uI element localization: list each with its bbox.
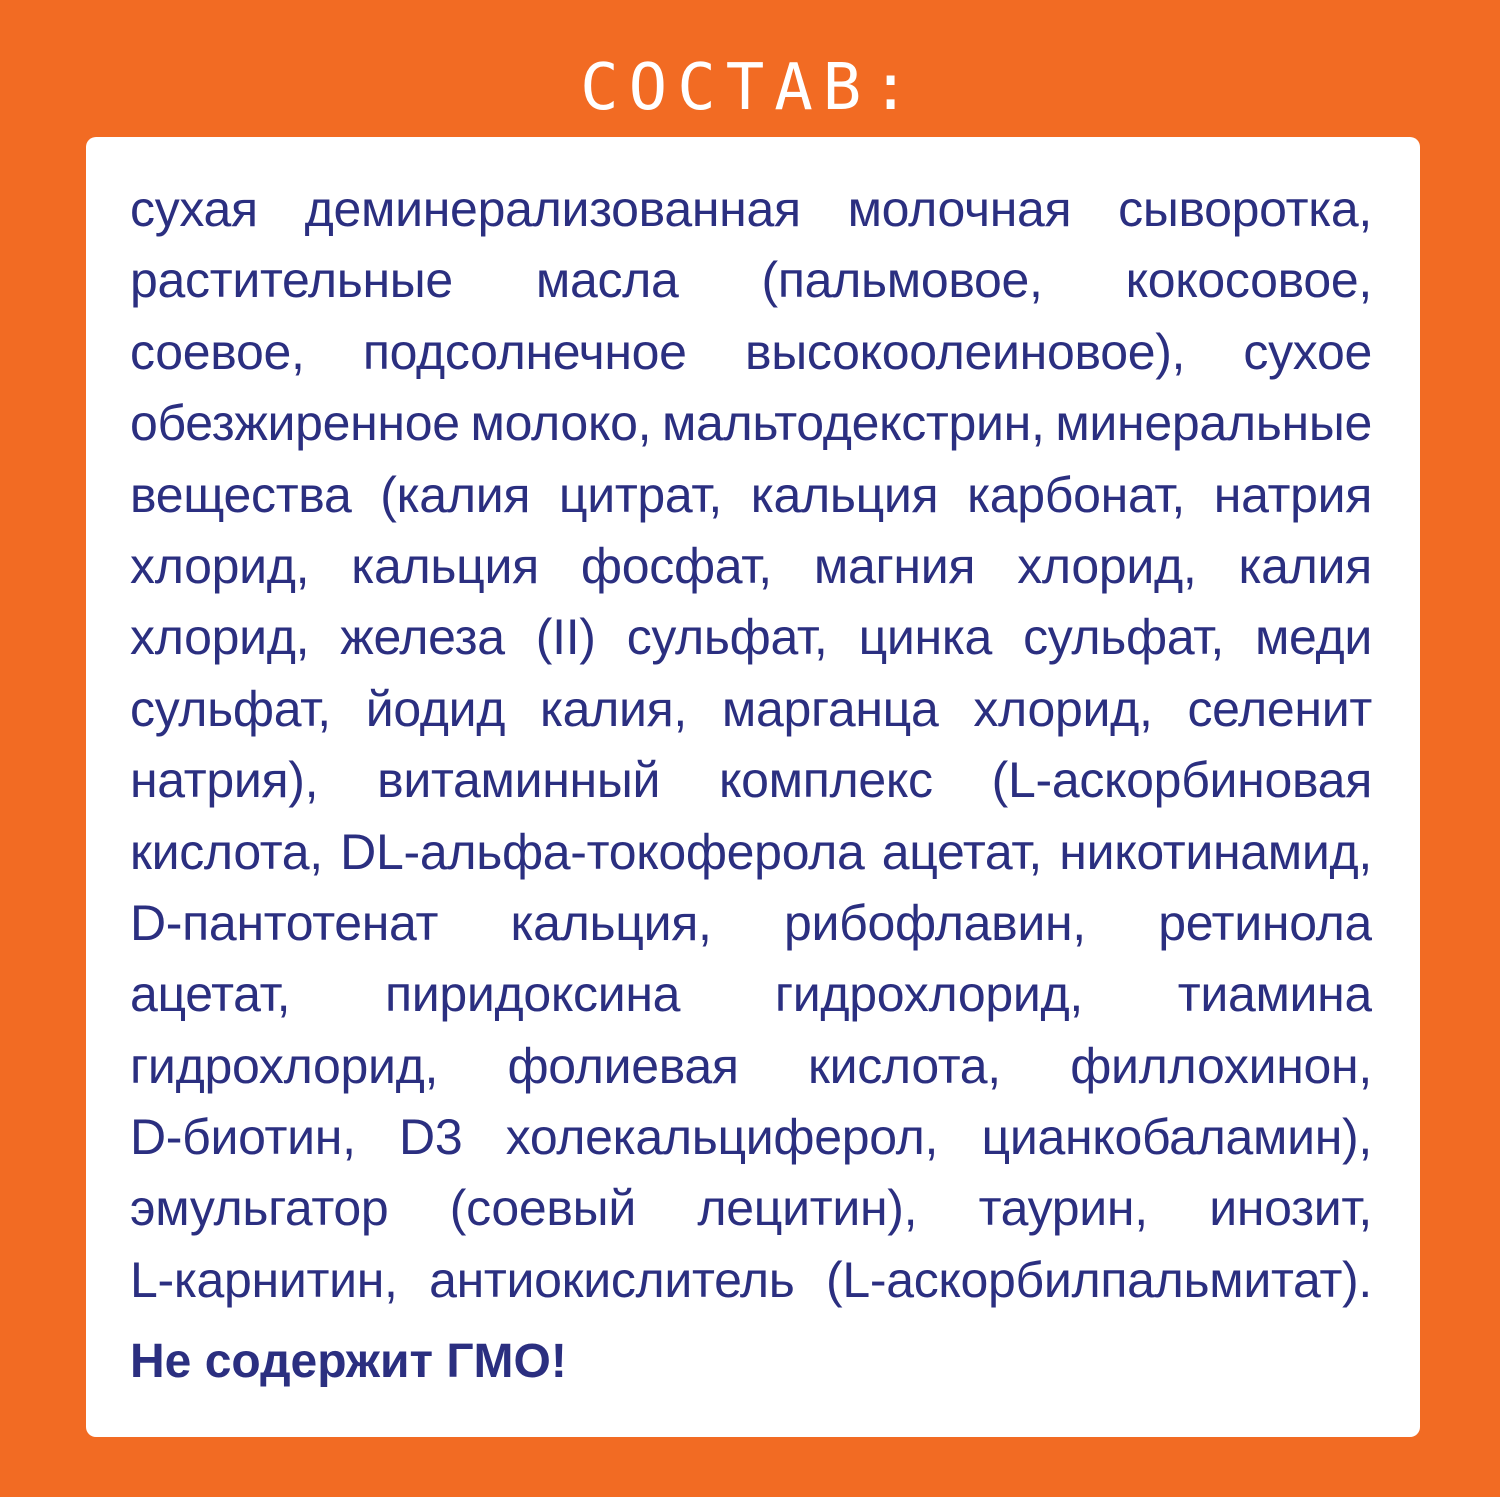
composition-line: D-биотин, D3 холекальциферол, цианкобаламин), <box>130 1109 1372 1166</box>
composition-line: хлорид, железа (II) сульфат, цинка сульфат, меди <box>130 609 1372 666</box>
composition-line: соевое, подсолнечное высокоолеиновое), сухое <box>130 323 1372 380</box>
composition-line: сульфат, йодид калия, марганца хлорид, селенит <box>130 680 1372 737</box>
composition-line: растительные масла (пальмовое, кокосовое, <box>130 252 1372 309</box>
composition-line: кислота, DL-альфа-токоферола ацетат, никотинамид, <box>130 823 1372 880</box>
composition-line: натрия), витаминный комплекс (L-аскорбиновая <box>130 752 1372 809</box>
composition-text <box>130 174 1372 1316</box>
composition-line: хлорид, кальция фосфат, магния хлорид, калия <box>130 537 1372 594</box>
composition-line: D-пантотенат кальция, рибофлавин, ретинола <box>130 894 1372 951</box>
composition-line: ацетат, пиридоксина гидрохлорид, тиамина <box>130 966 1372 1023</box>
composition-line: сухая деминерализованная молочная сыворотка, <box>130 181 1372 237</box>
composition-line: L-карнитин, антиокислитель (L-аскорбилпальмитат). <box>130 1251 1372 1308</box>
composition-line: обезжиренное молоко, мальтодекстрин, минеральные <box>130 395 1372 452</box>
composition-line: эмульгатор (соевый лецитин), таурин, инозит, <box>130 1180 1372 1237</box>
composition-line: вещества (калия цитрат, кальция карбонат, натрия <box>130 466 1372 523</box>
composition-line: гидрохлорид, фолиевая кислота, филлохинон, <box>130 1037 1372 1094</box>
page-title: СОСТАВ: <box>580 51 920 125</box>
gmo-free-note: Не содержит ГМО! <box>130 1335 567 1388</box>
